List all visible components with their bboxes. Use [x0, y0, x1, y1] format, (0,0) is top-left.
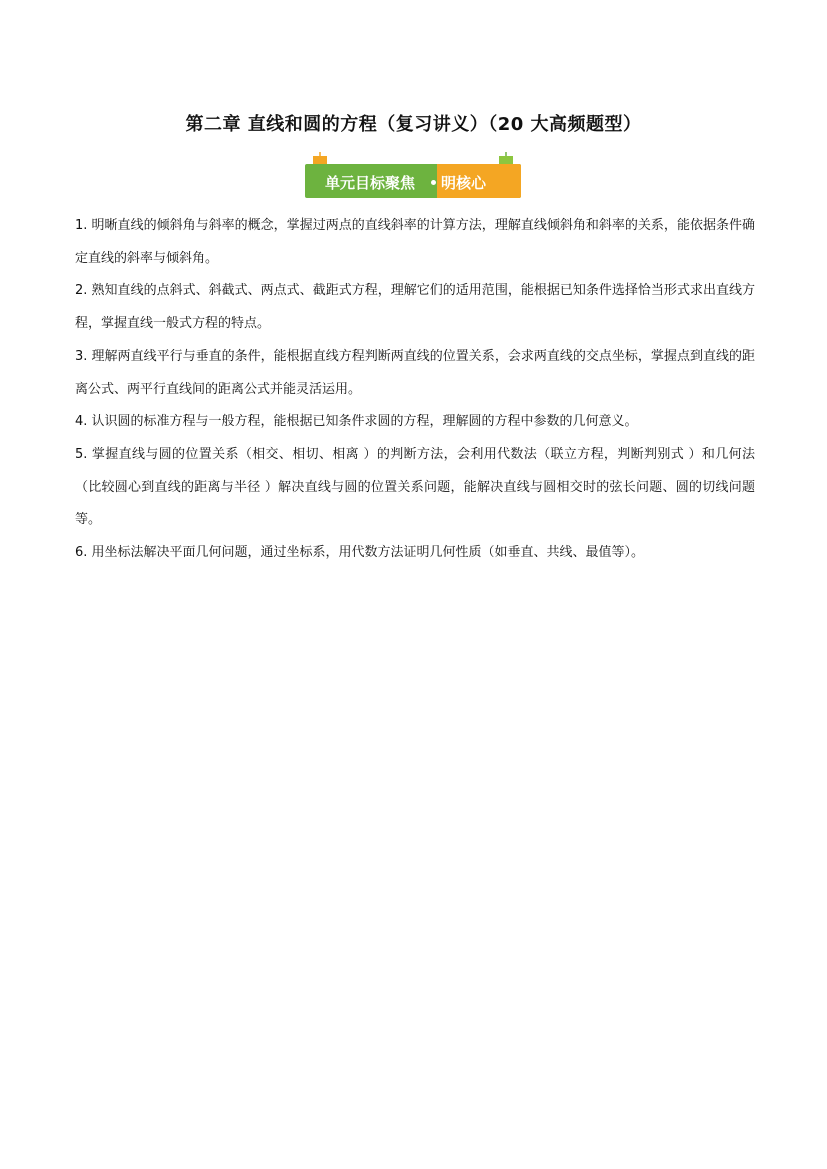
banner-body [305, 164, 521, 198]
page-title: 第二章 直线和圆的方程（复习讲义）（20 大高频题型） [185, 114, 642, 135]
objective-item: 4. 认识圆的标准方程与一般方程，能根据已知条件求圆的方程，理解圆的方程中参数的几何意义。 [75, 414, 638, 430]
objective-item: 6. 用坐标法解决平面几何问题，通过坐标系，用代数方法证明几何性质（如垂直、共线、最值等）。 [75, 545, 645, 561]
banner-separator-dot [431, 180, 436, 185]
objective-item: 1. 明晰直线的倾斜角与斜率的概念，掌握过两点的直线斜率的计算方法，理解直线倾斜角和斜率的关系，能依据条件确定直线的斜率与倾斜角。 [75, 218, 755, 266]
banner-left-label: 单元目标聚焦 [325, 174, 416, 192]
objective-item: 2. 熟知直线的点斜式、斜截式、两点式、截距式方程，理解它们的适用范围，能根据已知条件选择恰当形式求出直线方程，掌握直线一般式方程的特点。 [75, 283, 755, 332]
objectives-list [75, 210, 755, 570]
banner-right-label: 明核心 [441, 174, 487, 192]
section-banner [305, 152, 521, 200]
objective-item: 3. 理解两直线平行与垂直的条件，能根据直线方程判断两直线的位置关系，会求两直线的交点坐标，掌握点到直线的距离公式、两平行直线间的距离公式并能灵活运用。 [75, 348, 755, 397]
objective-item: 5. 掌握直线与圆的位置关系（相交、相切、相离 ）的判断方法，会利用代数法（联立方程，判断判别式 ）和几何法（比较圆心到直线的距离与半径 ）解决直线与圆的位置关系问题，能解决直线与圆相交时的弦长问题、圆的切线问题等。 [75, 446, 755, 528]
